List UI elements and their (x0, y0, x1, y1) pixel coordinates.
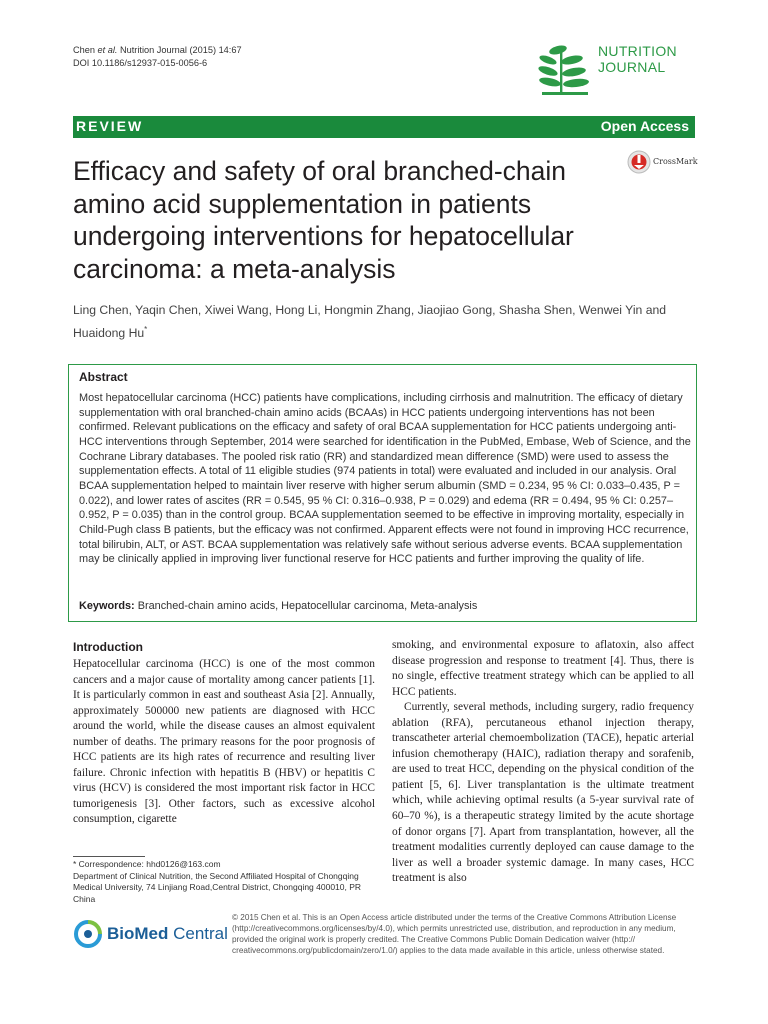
abstract-body: Most hepatocellular carcinoma (HCC) patients have complications, including cirrhosis and malnutrition. The efficacy of dietary supplementation with oral branched-chain amino acids (BCAAs) in HCC patients undergoing interventions has not been confirmed. Relevant publications on the efficacy and safety of oral BCAA supplementation for HCC patients undergoing anti-HCC interventions through September, 2014 were searched for identification in the PubMed, Embase, Web of Science, and the Cochrane Library databases. The pooled risk ratio (RR) and standardized mean difference (SMD) were used to assess the supplementation effects. A total of 11 eligible studies (974 patients in total) were evaluated and included in our analysis. Oral BCAA supplementation helped to maintain liver reserve with higher serum albumin (SMD = 0.234, 95 % CI: 0.033–0.435, P = 0.022), and lower rates of ascites (RR = 0.545, 95 % CI: 0.316–0.938, P = 0.029) and edema (RR = 0.494, 95 % CI: 0.257–0.952, P = 0.035) than in the control group. BCAA supplementation seemed to be effective in improving mortality, especially in Child-Pugh class B patients, but the efficacy was not confirmed. Apparent effects were not found in improving HCC recurrence, total bilirubin, ALT, or AST. BCAA supplementation was relatively safe without serious adverse events. BCAA supplementation may be clinically applied in improving liver functional reserve for HCC patients and further improving the quality of life. (79, 392, 691, 566)
affiliation-note: Department of Clinical Nutrition, the Second Affiliated Hospital of Chongqing Medical University, 74 Linjiang Road,Central District, Chongqing 400010, PR China (73, 870, 362, 904)
correspondence-note: * Correspondence: hhd0126@163.com (73, 859, 221, 869)
crossmark-label: CrossMark (653, 157, 698, 166)
abstract-box (68, 364, 697, 622)
journal-name-line1: NUTRITION (598, 43, 677, 59)
doi-line[interactable]: DOI 10.1186/s12937-015-0056-6 (73, 58, 208, 68)
footnotes (73, 859, 373, 905)
license-statement: © 2015 Chen et al. This is an Open Access article distributed under the terms of the Creative Commons Attribution License (http://creativecommons.org/licenses/by/4.0), which permits unrestricted use, distribution, and reproduction in any medium, provided the original work is properly credited. The Creative Commons Public Domain Dedication waiver (http:// creativecommons.org/publicdomain/zero/1.0/) applies to the data made available in this article, unless otherwise stated. (232, 913, 677, 955)
nutrition-journal-plant-logo-icon (536, 42, 596, 98)
corresponding-author-mark: * (144, 325, 148, 334)
citation-authors: Chen (73, 45, 98, 55)
author-names: Ling Chen, Yaqin Chen, Xiwei Wang, Hong Li, Hongmin Zhang, Jiaojiao Gong, Shasha Shen, Wenwei Yin and Huaidong Hu (73, 303, 667, 341)
author-list (73, 300, 695, 343)
abstract-heading: Abstract (79, 370, 128, 384)
journal-name (598, 43, 677, 75)
citation-line (73, 44, 242, 57)
body-paragraph: smoking, and environmental exposure to aflatoxin, also affect disease progression and response to treatment [4]. Thus, there is no single, effective treatment strategy which can be applied to all HCC patients. (392, 639, 694, 698)
biomed-central-logo[interactable] (73, 920, 233, 948)
keywords-line (79, 600, 477, 612)
nutrition-journal-logo[interactable] (536, 42, 696, 98)
keywords-list: Branched-chain amino acids, Hepatocellular carcinoma, Meta-analysis (134, 600, 478, 612)
article-type-banner (73, 116, 695, 138)
article-title: Efficacy and safety of oral branched-chain amino acid supplementation in patients undergoing interventions for hepatocellular carcinoma: a meta-analysis (73, 156, 574, 284)
body-paragraph: Hepatocellular carcinoma (HCC) is one of the most common cancers and a major cause of mortality among cancer patients [1]. It is particularly common in east and southeast Asia [2]. Annually, approximately 500000 new patients are diagnosed with HCC around the world, while the disease causes an almost equivalent number of deaths. The primary reasons for the poor prognosis of HCC patients are its high rates of recurrence and resulting liver failure. Chronic infection with hepatitis B (HBV) or hepatitis C virus (HCV) is considered the most important risk factor in HCC tumorigenesis [3]. Other factors, such as excessive alcohol consumption, cigarette (73, 658, 375, 826)
footnote-divider (73, 856, 145, 857)
crossmark-badge[interactable] (627, 150, 707, 172)
open-access-badge: Open Access (600, 118, 689, 134)
citation-etal: et al. (97, 45, 118, 55)
citation-journal-info: Nutrition Journal (2015) 14:67 (117, 45, 242, 55)
article-citation (73, 44, 242, 70)
keywords-label: Keywords: (79, 600, 135, 612)
wordmark-biomed: BioMed (107, 924, 169, 943)
crossmark-icon (627, 150, 651, 174)
body-column-left (73, 638, 375, 828)
biomed-central-logo-icon (73, 920, 103, 948)
body-paragraph: Currently, several methods, including surgery, radio frequency ablation (RFA), percutaneous ethanol injection therapy, transcatheter arterial chemoembolization (TACE), hepatic arterial infusion chemotherapy (HAIC), radiation therapy and sorafenib, are used to treat HCC, depending on the physical condition of the patient [5, 6]. Liver transplantation is the ultimate treatment which, while achieving optimal results (a 5-year survival rate of 60–70 %), is a therapeutic strategy limited by the acute shortage of donor organs [7]. Apart from transplantation, however, all the treatment modalities currently deployed can cause damage to the liver as well a broader systemic damage. In many cases, HCC treatment is also (392, 701, 694, 885)
wordmark-central: Central (168, 924, 228, 943)
body-column-right (392, 638, 694, 887)
introduction-heading: Introduction (73, 640, 143, 654)
article-type-label: REVIEW (76, 118, 144, 134)
biomed-central-wordmark (107, 922, 228, 946)
journal-name-line2: JOURNAL (598, 59, 666, 75)
